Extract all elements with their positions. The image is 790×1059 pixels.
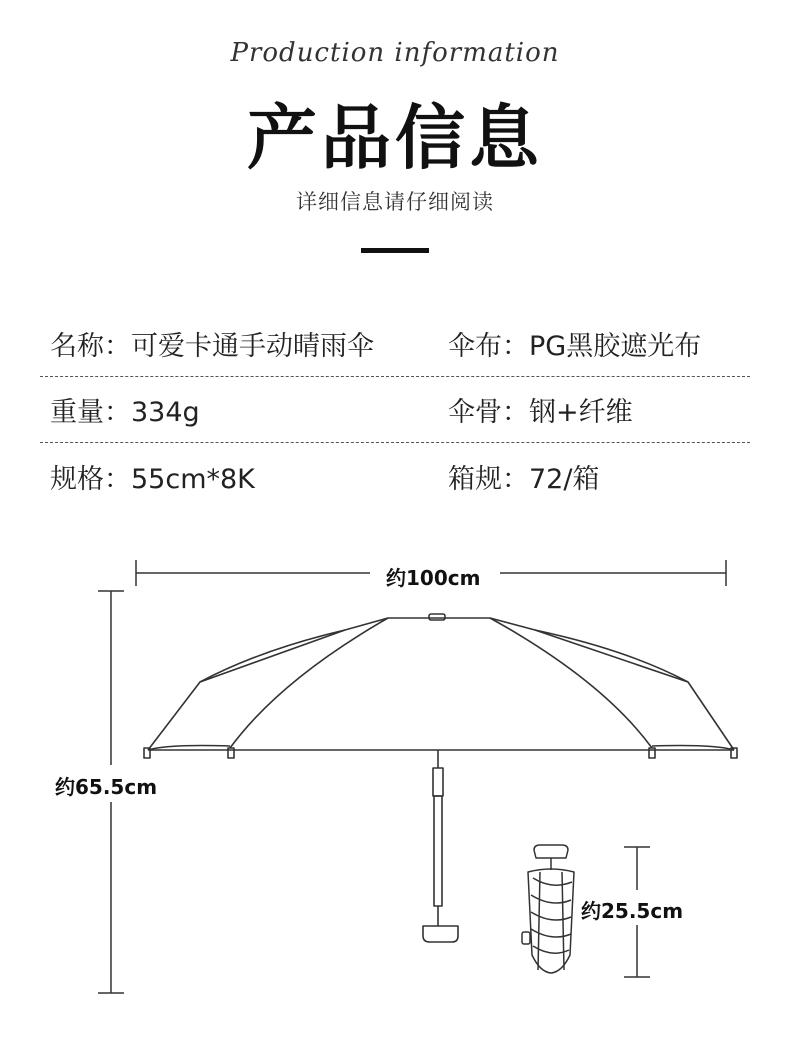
spec-fabric: 伞布：PG黑胶遮光布 [448, 331, 702, 362]
spec-row [40, 376, 750, 443]
folded-rib-line [562, 872, 564, 970]
width-label: 约100cm [386, 562, 480, 591]
canopy-rib-left [230, 618, 388, 748]
english-subtitle: Production information [230, 38, 560, 68]
spec-row [40, 443, 750, 509]
umbrella-diagram [0, 540, 790, 1055]
folded-fold-line [531, 895, 571, 903]
canopy-outline [148, 618, 734, 750]
folded-fold-line [531, 929, 571, 937]
spec-carton: 箱规：72/箱 [448, 464, 600, 495]
umbrella-top-cap [429, 614, 445, 620]
spec-frame: 伞骨：钢+纤维 [448, 397, 633, 428]
title-divider-bar [361, 248, 429, 253]
folded-fold-line [531, 912, 571, 920]
height-label: 约65.5cm [55, 771, 157, 800]
shaft-runner [433, 768, 443, 796]
shaft [434, 796, 442, 906]
spec-weight: 重量：334g [50, 397, 200, 428]
folded-length-label: 约25.5cm [581, 895, 683, 924]
page-title: 产品信息 [247, 97, 543, 179]
folded-umbrella [522, 845, 574, 973]
spec-size: 规格：55cm*8K [50, 464, 255, 495]
spec-row [40, 310, 750, 377]
folded-handle [534, 845, 568, 858]
umbrella-handle [423, 926, 458, 942]
folded-strap [522, 932, 530, 944]
spec-name: 名称：可爱卡通手动晴雨伞 [50, 331, 374, 362]
folded-fold-line [533, 878, 572, 885]
canopy-rib-right [490, 618, 652, 748]
folded-rib-line [538, 872, 540, 970]
chinese-subtitle: 详细信息请仔细阅读 [296, 190, 494, 214]
